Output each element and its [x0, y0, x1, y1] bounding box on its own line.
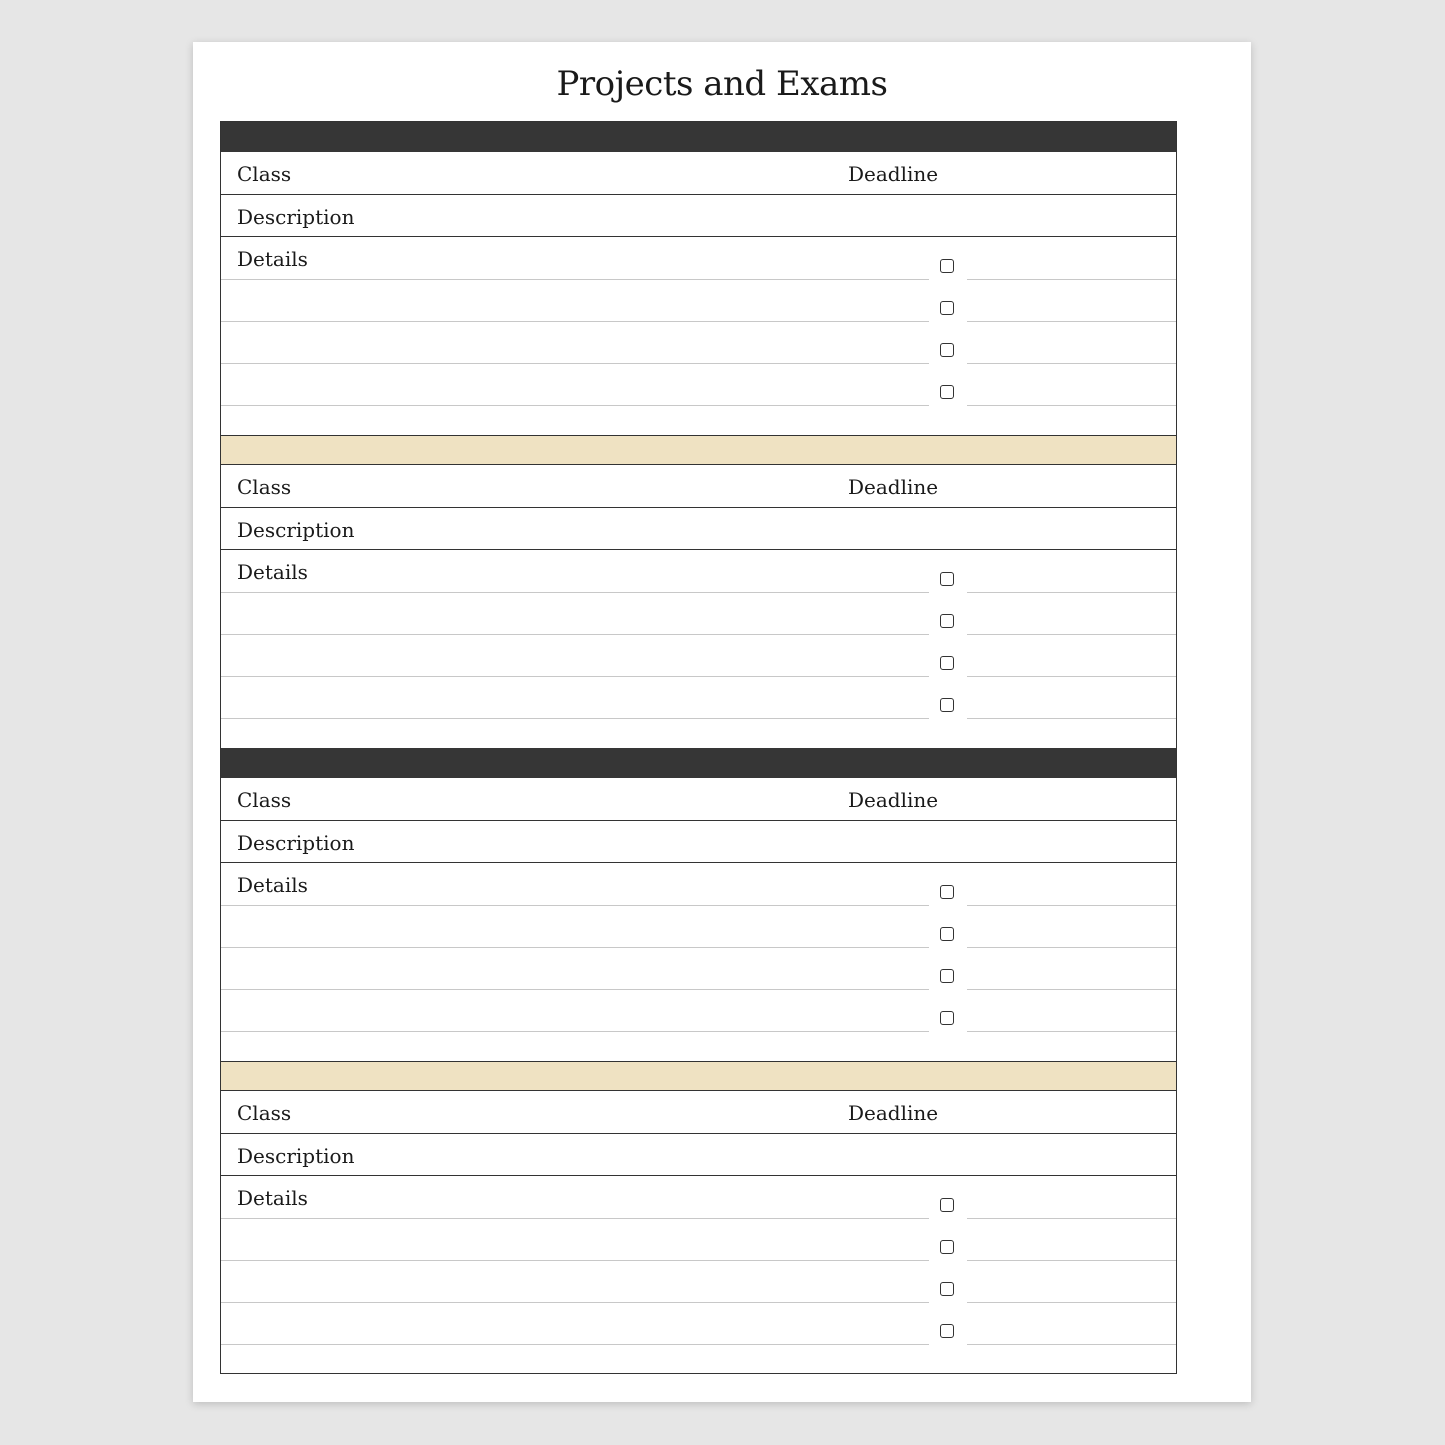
row-divider	[221, 236, 1176, 237]
details-line	[221, 1344, 929, 1345]
details-label: Details	[237, 247, 308, 271]
task-checkbox[interactable]	[940, 698, 954, 712]
page-title: Projects and Exams	[556, 64, 888, 104]
task-line	[967, 1031, 1176, 1032]
planner-page	[193, 42, 1251, 1402]
task-line	[967, 321, 1176, 322]
task-line	[967, 989, 1176, 990]
task-line	[967, 676, 1176, 677]
section-header-band	[221, 122, 1176, 152]
details-line	[221, 947, 929, 948]
task-checkbox[interactable]	[940, 969, 954, 983]
description-label: Description	[237, 1144, 355, 1168]
task-checkbox[interactable]	[940, 1324, 954, 1338]
details-line	[221, 592, 929, 593]
task-line	[967, 1302, 1176, 1303]
task-checkbox[interactable]	[940, 1282, 954, 1296]
details-label: Details	[237, 873, 308, 897]
row-divider	[221, 862, 1176, 863]
project-section	[221, 748, 1176, 1061]
task-line	[967, 634, 1176, 635]
details-line	[221, 676, 929, 677]
section-header-band	[221, 1061, 1176, 1091]
task-line	[967, 405, 1176, 406]
task-line	[967, 905, 1176, 906]
task-line	[967, 1218, 1176, 1219]
task-line	[967, 363, 1176, 364]
details-line	[221, 363, 929, 364]
description-label: Description	[237, 831, 355, 855]
task-checkbox[interactable]	[940, 343, 954, 357]
task-line	[967, 279, 1176, 280]
task-checkbox[interactable]	[940, 614, 954, 628]
task-checkbox[interactable]	[940, 927, 954, 941]
project-section	[221, 435, 1176, 748]
deadline-label: Deadline	[848, 788, 939, 812]
details-line	[221, 718, 929, 719]
task-line	[967, 1260, 1176, 1261]
class-label: Class	[237, 1101, 292, 1125]
class-label: Class	[237, 788, 292, 812]
row-divider	[221, 820, 1176, 821]
row-divider	[221, 507, 1176, 508]
project-section	[221, 1061, 1176, 1374]
row-divider	[221, 1175, 1176, 1176]
task-checkbox[interactable]	[940, 385, 954, 399]
row-divider	[221, 1133, 1176, 1134]
task-checkbox[interactable]	[940, 885, 954, 899]
details-label: Details	[237, 1186, 308, 1210]
task-checkbox[interactable]	[940, 572, 954, 586]
task-checkbox[interactable]	[940, 1198, 954, 1212]
project-section	[221, 122, 1176, 435]
task-line	[967, 1344, 1176, 1345]
details-line	[221, 1031, 929, 1032]
details-line	[221, 1302, 929, 1303]
deadline-label: Deadline	[848, 475, 939, 499]
task-checkbox[interactable]	[940, 259, 954, 273]
details-line	[221, 405, 929, 406]
task-checkbox[interactable]	[940, 1240, 954, 1254]
class-label: Class	[237, 162, 292, 186]
task-line	[967, 592, 1176, 593]
task-line	[967, 718, 1176, 719]
row-divider	[221, 194, 1176, 195]
description-label: Description	[237, 205, 355, 229]
details-line	[221, 634, 929, 635]
details-line	[221, 279, 929, 280]
task-checkbox[interactable]	[940, 1011, 954, 1025]
details-label: Details	[237, 560, 308, 584]
task-line	[967, 947, 1176, 948]
section-header-band	[221, 748, 1176, 778]
deadline-label: Deadline	[848, 162, 939, 186]
description-label: Description	[237, 518, 355, 542]
details-line	[221, 1218, 929, 1219]
details-line	[221, 1260, 929, 1261]
projects-table	[220, 121, 1177, 1374]
section-header-band	[221, 435, 1176, 465]
row-divider	[221, 549, 1176, 550]
details-line	[221, 989, 929, 990]
task-checkbox[interactable]	[940, 301, 954, 315]
class-label: Class	[237, 475, 292, 499]
details-line	[221, 905, 929, 906]
task-checkbox[interactable]	[940, 656, 954, 670]
deadline-label: Deadline	[848, 1101, 939, 1125]
details-line	[221, 321, 929, 322]
